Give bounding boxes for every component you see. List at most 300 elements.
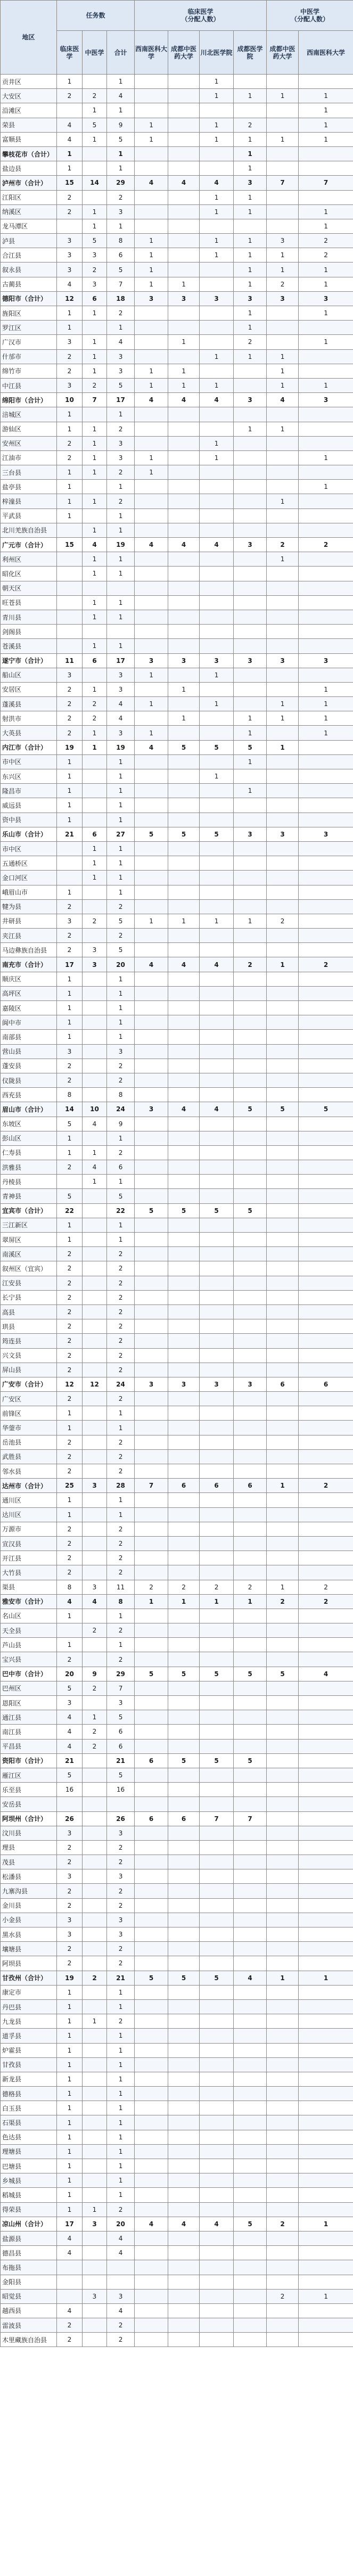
swmu-clinical-cell <box>135 986 168 1000</box>
table-row <box>1 2246 353 2260</box>
cdutcm-clinical-cell <box>168 1985 200 1999</box>
area-cell: 德昌县 <box>1 2246 57 2260</box>
task-clinical-cell: 1 <box>57 2029 83 2043</box>
swmu-tcm-cell <box>299 1681 353 1695</box>
task-tcm-cell <box>83 1406 107 1421</box>
task-tcm-cell <box>83 1797 107 1811</box>
swmu-clinical-cell: 3 <box>135 653 168 668</box>
swmu-tcm-cell: 1 <box>299 277 353 291</box>
cmc-clinical-cell <box>234 943 267 957</box>
area-cell: 恩阳区 <box>1 1696 57 1710</box>
header-task-count: 任务数 <box>57 1 135 31</box>
cdutcm-tcm-cell: 1 <box>267 422 299 436</box>
task-tcm-cell <box>83 1985 107 1999</box>
task-total-cell: 17 <box>107 393 135 407</box>
swmu-tcm-cell: 1 <box>299 262 353 277</box>
area-cell: 炉霍县 <box>1 2043 57 2057</box>
cmc-clinical-cell <box>234 2303 267 2318</box>
task-total-cell: 29 <box>107 176 135 190</box>
swmu-clinical-cell <box>135 2101 168 2115</box>
task-total-cell: 2 <box>107 1522 135 1536</box>
area-cell: 绵竹市 <box>1 364 57 378</box>
task-tcm-cell <box>83 668 107 682</box>
table-row <box>1 2289 353 2303</box>
task-tcm-cell: 2 <box>83 914 107 928</box>
cdutcm-clinical-cell <box>168 523 200 537</box>
table-row <box>1 610 353 624</box>
swmu-tcm-cell <box>299 972 353 986</box>
swmu-clinical-cell: 4 <box>135 176 168 190</box>
swmu-clinical-cell: 1 <box>135 914 168 928</box>
task-tcm-cell: 10 <box>83 1102 107 1117</box>
task-clinical-cell: 2 <box>57 2318 83 2333</box>
cmc-clinical-cell <box>234 1261 267 1276</box>
task-tcm-cell <box>83 161 107 176</box>
swmu-tcm-cell <box>299 841 353 856</box>
task-clinical-cell: 19 <box>57 740 83 754</box>
area-cell: 德格县 <box>1 2087 57 2101</box>
cdutcm-clinical-cell <box>168 1797 200 1811</box>
nsmc-clinical-cell <box>200 2333 234 2347</box>
task-total-cell: 3 <box>107 349 135 364</box>
swmu-tcm-cell <box>299 2029 353 2043</box>
nsmc-clinical-cell <box>200 2144 234 2159</box>
cmc-clinical-cell <box>234 1652 267 1667</box>
cdutcm-clinical-cell <box>168 262 200 277</box>
cdutcm-tcm-cell <box>267 1203 299 1218</box>
cdutcm-tcm-cell: 4 <box>267 393 299 407</box>
cmc-clinical-cell <box>234 523 267 537</box>
cdutcm-clinical-cell <box>168 2072 200 2086</box>
cdutcm-clinical-cell <box>168 118 200 132</box>
swmu-tcm-cell <box>299 1247 353 1261</box>
task-clinical-cell: 1 <box>57 2014 83 2029</box>
area-cell: 丹巴县 <box>1 1999 57 2014</box>
task-clinical-cell: 2 <box>57 1522 83 1536</box>
task-total-cell: 17 <box>107 653 135 668</box>
swmu-clinical-cell: 1 <box>135 668 168 682</box>
area-cell: 安居区 <box>1 682 57 696</box>
nsmc-clinical-cell <box>200 1768 234 1782</box>
area-cell: 翠屏区 <box>1 1233 57 1247</box>
cdutcm-clinical-cell <box>168 321 200 335</box>
task-total-cell: 2 <box>107 1898 135 1913</box>
task-tcm-cell: 2 <box>83 1681 107 1695</box>
task-tcm-cell <box>83 1652 107 1667</box>
task-tcm-cell <box>83 2333 107 2347</box>
cdutcm-clinical-cell <box>168 1942 200 1956</box>
swmu-clinical-cell <box>135 1073 168 1087</box>
task-total-cell: 1 <box>107 407 135 422</box>
cmc-clinical-cell: 3 <box>234 1377 267 1391</box>
cdutcm-clinical-cell <box>168 2115 200 2130</box>
task-tcm-cell: 2 <box>83 697 107 711</box>
nsmc-clinical-cell <box>200 1189 234 1203</box>
swmu-clinical-cell <box>135 1348 168 1363</box>
task-tcm-cell: 1 <box>83 740 107 754</box>
cdutcm-clinical-cell <box>168 2130 200 2144</box>
cdutcm-tcm-cell <box>267 75 299 89</box>
swmu-clinical-cell: 4 <box>135 538 168 552</box>
nsmc-clinical-cell <box>200 972 234 986</box>
task-clinical-cell: 2 <box>57 726 83 740</box>
task-tcm-cell <box>83 1507 107 1522</box>
cdutcm-clinical-cell: 3 <box>168 653 200 668</box>
cdutcm-clinical-cell <box>168 1059 200 1073</box>
swmu-tcm-cell <box>299 2115 353 2130</box>
cdutcm-clinical-cell <box>168 1247 200 1261</box>
swmu-tcm-cell <box>299 523 353 537</box>
swmu-tcm-cell <box>299 1044 353 1059</box>
task-tcm-cell <box>83 754 107 769</box>
task-tcm-cell <box>83 1942 107 1956</box>
area-cell: 内江市（合计） <box>1 740 57 754</box>
nsmc-clinical-cell <box>200 1175 234 1189</box>
task-tcm-cell: 1 <box>83 204 107 219</box>
table-row <box>1 1522 353 1536</box>
cmc-clinical-cell <box>234 2275 267 2289</box>
swmu-clinical-cell: 1 <box>135 234 168 248</box>
task-total-cell: 6 <box>107 1725 135 1739</box>
cmc-clinical-cell <box>234 2289 267 2303</box>
swmu-clinical-cell: 6 <box>135 1753 168 1768</box>
nsmc-clinical-cell <box>200 1522 234 1536</box>
task-total-cell: 5 <box>107 1768 135 1782</box>
task-clinical-cell <box>57 2260 83 2275</box>
area-cell: 高坪区 <box>1 986 57 1000</box>
cdutcm-clinical-cell <box>168 1001 200 1015</box>
area-cell: 营山县 <box>1 1044 57 1059</box>
task-total-cell: 5 <box>107 1189 135 1203</box>
task-tcm-cell <box>83 2043 107 2057</box>
task-clinical-cell: 4 <box>57 1594 83 1609</box>
cdutcm-clinical-cell <box>168 841 200 856</box>
swmu-tcm-cell <box>299 639 353 653</box>
cmc-clinical-cell <box>234 2057 267 2072</box>
cdutcm-tcm-cell: 2 <box>267 2289 299 2303</box>
table-row <box>1 943 353 957</box>
cdutcm-tcm-cell: 5 <box>267 1102 299 1117</box>
nsmc-clinical-cell: 5 <box>200 1203 234 1218</box>
cdutcm-clinical-cell <box>168 2275 200 2289</box>
swmu-tcm-cell: 3 <box>299 827 353 841</box>
swmu-clinical-cell <box>135 1363 168 1377</box>
cdutcm-tcm-cell: 1 <box>267 89 299 103</box>
table-row <box>1 204 353 219</box>
table-row <box>1 450 353 465</box>
nsmc-clinical-cell <box>200 2130 234 2144</box>
cdutcm-tcm-cell <box>267 798 299 813</box>
swmu-tcm-cell <box>299 1059 353 1073</box>
swmu-tcm-cell: 1 <box>299 103 353 118</box>
nsmc-clinical-cell <box>200 335 234 349</box>
task-clinical-cell <box>57 2289 83 2303</box>
cdutcm-clinical-cell <box>168 422 200 436</box>
task-total-cell: 2 <box>107 1652 135 1667</box>
swmu-clinical-cell <box>135 610 168 624</box>
cdutcm-tcm-cell <box>267 2029 299 2043</box>
cmc-clinical-cell <box>234 1145 267 1160</box>
task-tcm-cell <box>83 2246 107 2260</box>
header-task-total: 合计 <box>107 31 135 75</box>
task-tcm-cell: 1 <box>83 639 107 653</box>
task-tcm-cell: 1 <box>83 494 107 508</box>
task-tcm-cell <box>83 1884 107 1898</box>
table-row <box>1 1696 353 1710</box>
swmu-tcm-cell <box>299 740 353 754</box>
area-cell: 康定市 <box>1 1985 57 1999</box>
swmu-tcm-cell <box>299 899 353 914</box>
nsmc-clinical-cell <box>200 1001 234 1015</box>
cdutcm-clinical-cell <box>168 1175 200 1189</box>
cmc-clinical-cell <box>234 1189 267 1203</box>
cdutcm-tcm-cell <box>267 436 299 450</box>
cmc-clinical-cell <box>234 1869 267 1884</box>
task-tcm-cell <box>83 2318 107 2333</box>
table-row <box>1 2057 353 2072</box>
area-cell: 南江县 <box>1 1725 57 1739</box>
table-row <box>1 2188 353 2202</box>
task-clinical-cell: 2 <box>57 1348 83 1363</box>
nsmc-clinical-cell <box>200 2087 234 2101</box>
header-cmc-clinical: 成都医学院 <box>234 31 267 75</box>
swmu-clinical-cell <box>135 1768 168 1782</box>
task-total-cell: 1 <box>107 1001 135 1015</box>
swmu-tcm-cell: 1 <box>299 682 353 696</box>
swmu-tcm-cell <box>299 1276 353 1290</box>
swmu-clinical-cell: 5 <box>135 1667 168 1681</box>
table-row <box>1 1493 353 1507</box>
task-total-cell: 1 <box>107 567 135 581</box>
task-clinical-cell: 2 <box>57 1261 83 1276</box>
table-row <box>1 1059 353 1073</box>
task-tcm-cell: 2 <box>83 1725 107 1739</box>
area-cell: 龙马潭区 <box>1 219 57 233</box>
swmu-tcm-cell <box>299 2130 353 2144</box>
table-row <box>1 1203 353 1218</box>
cdutcm-tcm-cell <box>267 2173 299 2188</box>
area-cell: 小金县 <box>1 1913 57 1927</box>
nsmc-clinical-cell <box>200 508 234 523</box>
cdutcm-clinical-cell <box>168 146 200 161</box>
swmu-clinical-cell <box>135 2173 168 2188</box>
nsmc-clinical-cell <box>200 1869 234 1884</box>
task-total-cell: 4 <box>107 2246 135 2260</box>
nsmc-clinical-cell <box>200 929 234 943</box>
nsmc-clinical-cell <box>200 1464 234 1479</box>
nsmc-clinical-cell <box>200 146 234 161</box>
area-cell: 大竹县 <box>1 1565 57 1580</box>
cmc-clinical-cell <box>234 1088 267 1102</box>
task-clinical-cell: 5 <box>57 1189 83 1203</box>
cdutcm-clinical-cell: 1 <box>168 378 200 392</box>
nsmc-clinical-cell <box>200 1855 234 1869</box>
swmu-clinical-cell <box>135 2333 168 2347</box>
nsmc-clinical-cell: 7 <box>200 1811 234 1826</box>
task-total-cell: 3 <box>107 204 135 219</box>
table-row <box>1 1117 353 1131</box>
swmu-clinical-cell <box>135 2303 168 2318</box>
area-cell: 珙县 <box>1 1319 57 1334</box>
area-cell: 道孚县 <box>1 2029 57 2043</box>
task-tcm-cell: 1 <box>83 1710 107 1725</box>
area-cell: 昭觉县 <box>1 2289 57 2303</box>
cdutcm-clinical-cell <box>168 436 200 450</box>
swmu-tcm-cell <box>299 190 353 204</box>
swmu-tcm-cell <box>299 625 353 639</box>
cdutcm-clinical-cell <box>168 1189 200 1203</box>
task-total-cell: 28 <box>107 1479 135 1493</box>
task-total-cell: 19 <box>107 740 135 754</box>
task-total-cell: 1 <box>107 1609 135 1623</box>
cdutcm-tcm-cell: 1 <box>267 697 299 711</box>
nsmc-clinical-cell <box>200 161 234 176</box>
cdutcm-clinical-cell <box>168 1652 200 1667</box>
swmu-tcm-cell: 1 <box>299 132 353 146</box>
area-cell: 通川区 <box>1 1493 57 1507</box>
task-total-cell: 2 <box>107 1565 135 1580</box>
task-tcm-cell <box>83 1927 107 1942</box>
task-clinical-cell: 1 <box>57 2115 83 2130</box>
cdutcm-clinical-cell <box>168 1783 200 1797</box>
task-tcm-cell <box>83 2188 107 2202</box>
swmu-tcm-cell: 1 <box>299 711 353 726</box>
nsmc-clinical-cell <box>200 1696 234 1710</box>
swmu-tcm-cell <box>299 769 353 784</box>
cdutcm-clinical-cell <box>168 813 200 827</box>
table-row <box>1 118 353 132</box>
cdutcm-tcm-cell <box>267 1319 299 1334</box>
cmc-clinical-cell <box>234 1956 267 1971</box>
area-cell: 天全县 <box>1 1623 57 1638</box>
nsmc-clinical-cell <box>200 885 234 899</box>
cdutcm-tcm-cell: 1 <box>267 132 299 146</box>
area-cell: 朝天区 <box>1 581 57 595</box>
task-total-cell <box>107 581 135 595</box>
task-clinical-cell <box>57 2275 83 2289</box>
cdutcm-clinical-cell: 2 <box>168 1580 200 1594</box>
nsmc-clinical-cell <box>200 1276 234 1290</box>
swmu-clinical-cell <box>135 1088 168 1102</box>
task-total-cell: 27 <box>107 827 135 841</box>
swmu-clinical-cell <box>135 219 168 233</box>
task-clinical-cell: 10 <box>57 393 83 407</box>
area-cell: 市中区 <box>1 841 57 856</box>
task-clinical-cell: 1 <box>57 986 83 1000</box>
cmc-clinical-cell <box>234 2087 267 2101</box>
table-row <box>1 653 353 668</box>
table-row <box>1 1406 353 1421</box>
task-tcm-cell <box>83 508 107 523</box>
swmu-clinical-cell <box>135 1015 168 1030</box>
task-total-cell: 1 <box>107 639 135 653</box>
task-clinical-cell: 2 <box>57 204 83 219</box>
task-tcm-cell: 1 <box>83 2014 107 2029</box>
area-cell: 安岳县 <box>1 1797 57 1811</box>
swmu-clinical-cell <box>135 89 168 103</box>
cmc-clinical-cell <box>234 581 267 595</box>
swmu-clinical-cell <box>135 508 168 523</box>
table-row <box>1 364 353 378</box>
swmu-tcm-cell: 1 <box>299 118 353 132</box>
area-cell: 攀枝花市（合计） <box>1 146 57 161</box>
task-clinical-cell <box>57 581 83 595</box>
task-clinical-cell: 3 <box>57 262 83 277</box>
swmu-tcm-cell <box>299 1609 353 1623</box>
task-total-cell: 19 <box>107 538 135 552</box>
nsmc-clinical-cell <box>200 2057 234 2072</box>
task-clinical-cell <box>57 219 83 233</box>
swmu-tcm-cell <box>299 1145 353 1160</box>
cdutcm-tcm-cell: 3 <box>267 827 299 841</box>
header-task-tcm: 中医学 <box>83 31 107 75</box>
area-cell: 理县 <box>1 1840 57 1855</box>
cdutcm-clinical-cell <box>168 1421 200 1435</box>
nsmc-clinical-cell <box>200 1739 234 1753</box>
table-row <box>1 1392 353 1406</box>
swmu-clinical-cell: 4 <box>135 740 168 754</box>
task-clinical-cell <box>57 639 83 653</box>
cdutcm-tcm-cell <box>267 1623 299 1638</box>
cmc-clinical-cell: 3 <box>234 176 267 190</box>
task-total-cell: 2 <box>107 1073 135 1087</box>
swmu-tcm-cell <box>299 1175 353 1189</box>
task-clinical-cell: 3 <box>57 1913 83 1927</box>
swmu-clinical-cell: 1 <box>135 277 168 291</box>
task-tcm-cell: 2 <box>83 1623 107 1638</box>
cmc-clinical-cell <box>234 813 267 827</box>
nsmc-clinical-cell: 4 <box>200 957 234 972</box>
swmu-tcm-cell <box>299 1623 353 1638</box>
cdutcm-clinical-cell <box>168 2014 200 2029</box>
cdutcm-clinical-cell <box>168 871 200 885</box>
swmu-clinical-cell <box>135 581 168 595</box>
table-row <box>1 914 353 928</box>
swmu-tcm-cell: 2 <box>299 1479 353 1493</box>
cmc-clinical-cell <box>234 798 267 813</box>
cdutcm-tcm-cell: 2 <box>267 914 299 928</box>
task-clinical-cell: 4 <box>57 2231 83 2245</box>
area-cell: 南部县 <box>1 1030 57 1044</box>
task-clinical-cell: 1 <box>57 2173 83 2188</box>
swmu-clinical-cell <box>135 1001 168 1015</box>
nsmc-clinical-cell <box>200 1145 234 1160</box>
table-row <box>1 146 353 161</box>
table-row <box>1 1956 353 1971</box>
cmc-clinical-cell <box>234 1305 267 1319</box>
cdutcm-tcm-cell <box>267 2275 299 2289</box>
task-total-cell: 2 <box>107 929 135 943</box>
cmc-clinical-cell <box>234 899 267 914</box>
nsmc-clinical-cell <box>200 610 234 624</box>
cmc-clinical-cell <box>234 1001 267 1015</box>
task-clinical-cell: 1 <box>57 2188 83 2202</box>
nsmc-clinical-cell <box>200 798 234 813</box>
task-total-cell: 2 <box>107 306 135 321</box>
cdutcm-clinical-cell: 4 <box>168 2217 200 2231</box>
cmc-clinical-cell: 3 <box>234 827 267 841</box>
cdutcm-tcm-cell <box>267 2246 299 2260</box>
task-tcm-cell: 6 <box>83 653 107 668</box>
cmc-clinical-cell <box>234 1392 267 1406</box>
cdutcm-tcm-cell <box>267 1811 299 1826</box>
task-clinical-cell: 1 <box>57 2202 83 2217</box>
area-cell: 达川区 <box>1 1507 57 1522</box>
task-total-cell: 20 <box>107 2217 135 2231</box>
nsmc-clinical-cell: 1 <box>200 450 234 465</box>
nsmc-clinical-cell <box>200 1421 234 1435</box>
task-tcm-cell <box>83 1073 107 1087</box>
